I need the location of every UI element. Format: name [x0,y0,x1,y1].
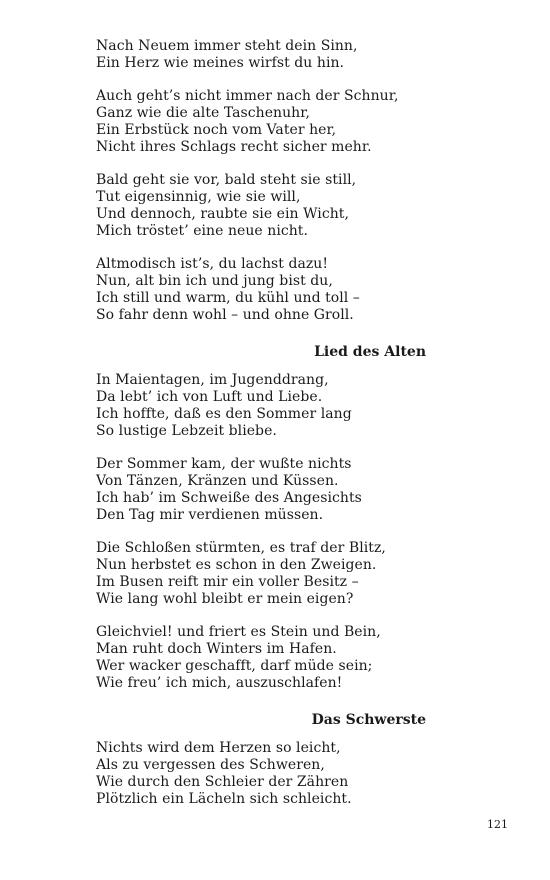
poem-title: Lied des Alten [314,344,426,360]
verse-line: Man ruht doch Winters im Hafen. [96,641,337,657]
stanza [96,740,426,808]
verse-line: Wie durch den Schleier der Zähren [96,774,349,790]
verse-line: Ich hab’ im Schweiße des Angesichts [96,490,362,506]
verse-line: Nicht ihres Schlags recht sicher mehr. [96,139,372,155]
verse-line: Wie freu’ ich mich, auszuschlafen! [96,675,343,691]
verse-line: Ich hoffte, daß es den Sommer lang [96,406,352,422]
verse-line: Ich still und warm, du kühl und toll – [96,290,360,306]
verse-line: Altmodisch ist’s, du lachst dazu! [96,256,329,272]
poem-das-schwerste [96,712,426,808]
verse-line: Als zu vergessen des Schweren, [96,757,325,773]
verse-line: Ein Erbstück noch vom Vater her, [96,122,337,138]
poem-page [96,38,426,824]
stanza [96,256,426,324]
verse-line: Ganz wie die alte Taschenuhr, [96,105,310,121]
verse-line: Da lebt’ ich von Luft und Liebe. [96,389,323,405]
verse-line: Nun herbstet es schon in den Zweigen. [96,557,377,573]
verse-line: Wer wacker geschafft, darf müde sein; [96,658,373,674]
stanza [96,172,426,240]
verse-line: Plötzlich ein Lächeln sich schleicht. [96,791,352,807]
poem-lied-des-alten [96,344,426,692]
verse-line: Der Sommer kam, der wußte nichts [96,456,352,472]
verse-line: Die Schloßen stürmten, es traf der Blitz, [96,540,386,556]
verse-line: Tut eigensinnig, wie sie will, [96,189,301,205]
verse-line: Ein Herz wie meines wirfst du hin. [96,55,345,71]
verse-line: Bald geht sie vor, bald steht sie still, [96,172,357,188]
page-number: 121 [487,818,508,831]
stanza [96,624,426,692]
stanza [96,88,426,156]
verse-line: Nun, alt bin ich und jung bist du, [96,273,333,289]
verse-line: In Maientagen, im Jugenddrang, [96,372,329,388]
verse-line: Und dennoch, raubte sie ein Wicht, [96,206,349,222]
verse-line: Wie lang wohl bleibt er mein eigen? [96,591,354,607]
verse-line: Im Busen reift mir ein voller Besitz – [96,574,359,590]
verse-line: Gleichviel! und friert es Stein und Bein, [96,624,381,640]
verse-line: Mich tröstet’ eine neue nicht. [96,223,308,239]
poem-continued [96,38,426,324]
stanza [96,456,426,524]
verse-line: Nach Neuem immer steht dein Sinn, [96,38,358,54]
verse-line: Von Tänzen, Kränzen und Küssen. [96,473,339,489]
verse-line: Auch geht’s nicht immer nach der Schnur, [96,88,399,104]
verse-line: Den Tag mir verdienen müssen. [96,507,324,523]
verse-line: So lustige Lebzeit bliebe. [96,423,277,439]
poem-title: Das Schwerste [311,712,426,728]
stanza [96,38,426,72]
stanza [96,540,426,608]
verse-line: Nichts wird dem Herzen so leicht, [96,740,341,756]
stanza [96,372,426,440]
verse-line: So fahr denn wohl – und ohne Groll. [96,307,354,323]
